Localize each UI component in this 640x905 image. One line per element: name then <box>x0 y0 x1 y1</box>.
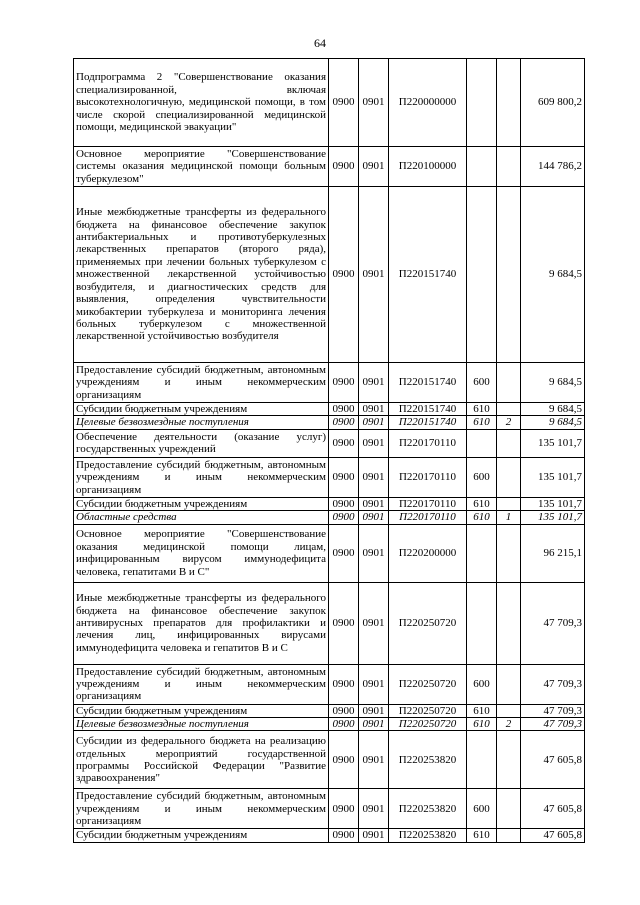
row-name: Предоставление субсидий бюджетным, автономным учреждениям и иным некоммерческим организациям <box>74 664 329 704</box>
row-name: Субсидии бюджетным учреждениям <box>74 497 329 510</box>
row-expense-type-code: 610 <box>467 403 497 416</box>
row-expense-type-code: 600 <box>467 789 497 829</box>
row-name: Предоставление субсидий бюджетным, автономным учреждениям и иным некоммерческим организациям <box>74 789 329 829</box>
row-funding-source-code: 2 <box>497 416 521 429</box>
table-row <box>74 457 585 497</box>
row-section-code: 0900 <box>329 403 359 416</box>
row-funding-source-code <box>497 147 521 187</box>
row-amount: 47 709,3 <box>521 704 585 717</box>
row-expense-type-code: 610 <box>467 829 497 842</box>
table-row <box>74 363 585 403</box>
table-row <box>74 59 585 147</box>
table-row <box>74 731 585 789</box>
row-name: Обеспечение деятельности (оказание услуг) государственных учреждений <box>74 429 329 457</box>
row-amount: 9 684,5 <box>521 416 585 429</box>
table-row <box>74 704 585 717</box>
row-funding-source-code: 1 <box>497 511 521 524</box>
row-subsection-code: 0901 <box>359 789 389 829</box>
row-subsection-code: 0901 <box>359 718 389 731</box>
row-amount: 47 605,8 <box>521 731 585 789</box>
row-amount: 96 215,1 <box>521 524 585 582</box>
row-expense-type-code: 610 <box>467 497 497 510</box>
row-amount: 47 709,3 <box>521 582 585 664</box>
row-expense-type-code: 600 <box>467 363 497 403</box>
row-subsection-code: 0901 <box>359 147 389 187</box>
row-funding-source-code <box>497 704 521 717</box>
row-section-code: 0900 <box>329 718 359 731</box>
row-section-code: 0900 <box>329 363 359 403</box>
row-section-code: 0900 <box>329 731 359 789</box>
row-section-code: 0900 <box>329 59 359 147</box>
row-expense-type-code: 610 <box>467 718 497 731</box>
row-funding-source-code <box>497 403 521 416</box>
row-expense-type-code: 610 <box>467 416 497 429</box>
table-row <box>74 403 585 416</box>
row-name: Предоставление субсидий бюджетным, автономным учреждениям и иным некоммерческим организациям <box>74 363 329 403</box>
row-target-article-code: П220250720 <box>389 664 467 704</box>
row-amount: 135 101,7 <box>521 511 585 524</box>
row-subsection-code: 0901 <box>359 704 389 717</box>
row-target-article-code: П220250720 <box>389 704 467 717</box>
row-target-article-code: П220253820 <box>389 829 467 842</box>
row-funding-source-code <box>497 497 521 510</box>
row-amount: 9 684,5 <box>521 403 585 416</box>
row-section-code: 0900 <box>329 664 359 704</box>
table-row <box>74 511 585 524</box>
table-row <box>74 718 585 731</box>
row-section-code: 0900 <box>329 187 359 363</box>
table-row <box>74 416 585 429</box>
row-target-article-code: П220151740 <box>389 187 467 363</box>
row-name: Областные средства <box>74 511 329 524</box>
row-target-article-code: П220151740 <box>389 403 467 416</box>
row-subsection-code: 0901 <box>359 59 389 147</box>
row-name: Предоставление субсидий бюджетным, автономным учреждениям и иным некоммерческим организациям <box>74 457 329 497</box>
row-name: Целевые безвозмездные поступления <box>74 416 329 429</box>
row-amount: 609 800,2 <box>521 59 585 147</box>
row-target-article-code: П220151740 <box>389 416 467 429</box>
row-name: Субсидии бюджетным учреждениям <box>74 403 329 416</box>
row-amount: 135 101,7 <box>521 497 585 510</box>
row-subsection-code: 0901 <box>359 524 389 582</box>
row-amount: 9 684,5 <box>521 363 585 403</box>
row-subsection-code: 0901 <box>359 511 389 524</box>
row-section-code: 0900 <box>329 429 359 457</box>
row-expense-type-code <box>467 147 497 187</box>
row-target-article-code: П220250720 <box>389 718 467 731</box>
budget-table <box>73 58 585 843</box>
row-target-article-code: П220100000 <box>389 147 467 187</box>
table-row <box>74 524 585 582</box>
row-funding-source-code <box>497 731 521 789</box>
row-subsection-code: 0901 <box>359 829 389 842</box>
row-target-article-code: П220151740 <box>389 363 467 403</box>
row-expense-type-code: 600 <box>467 457 497 497</box>
row-subsection-code: 0901 <box>359 187 389 363</box>
row-expense-type-code <box>467 731 497 789</box>
row-subsection-code: 0901 <box>359 497 389 510</box>
row-funding-source-code <box>497 363 521 403</box>
row-amount: 47 605,8 <box>521 789 585 829</box>
row-section-code: 0900 <box>329 497 359 510</box>
row-name: Основное мероприятие "Совершенствование системы оказания медицинской помощи больным туберкулезом" <box>74 147 329 187</box>
row-name: Субсидии бюджетным учреждениям <box>74 829 329 842</box>
row-funding-source-code <box>497 457 521 497</box>
row-amount: 135 101,7 <box>521 429 585 457</box>
row-amount: 9 684,5 <box>521 187 585 363</box>
row-section-code: 0900 <box>329 416 359 429</box>
row-section-code: 0900 <box>329 704 359 717</box>
row-section-code: 0900 <box>329 829 359 842</box>
row-name: Основное мероприятие "Совершенствование оказания медицинской помощи лицам, инфицированным вирусом иммунодефицита человека, гепатитами В и С" <box>74 524 329 582</box>
row-target-article-code: П220200000 <box>389 524 467 582</box>
row-name: Иные межбюджетные трансферты из федерального бюджета на финансовое обеспечение закупок антибактериальных и противотуберкулезных лекарственных препаратов (второго ряда), применяемых при лечении больных туберкулезом с множественной лекарственной устойчивостью возбудителя, и диагностических средств для выявления, определения чувствительности микобактерии туберкулеза и мониторинга лечения больных туберкулезом с множественной лекарственной устойчивостью возбудителя <box>74 187 329 363</box>
row-section-code: 0900 <box>329 511 359 524</box>
row-expense-type-code: 600 <box>467 664 497 704</box>
row-name: Субсидии бюджетным учреждениям <box>74 704 329 717</box>
row-expense-type-code <box>467 187 497 363</box>
table-row <box>74 147 585 187</box>
row-amount: 135 101,7 <box>521 457 585 497</box>
row-funding-source-code <box>497 664 521 704</box>
row-section-code: 0900 <box>329 789 359 829</box>
row-target-article-code: П220253820 <box>389 731 467 789</box>
row-name: Целевые безвозмездные поступления <box>74 718 329 731</box>
row-expense-type-code <box>467 524 497 582</box>
row-section-code: 0900 <box>329 457 359 497</box>
row-name: Подпрограмма 2 "Совершенствование оказания специализированной, включая высокотехнологичную, медицинской помощи, в том числе скорой специализированной медицинской помощи, медицинской эвакуации" <box>74 59 329 147</box>
row-subsection-code: 0901 <box>359 363 389 403</box>
row-section-code: 0900 <box>329 524 359 582</box>
row-target-article-code: П220170110 <box>389 429 467 457</box>
row-subsection-code: 0901 <box>359 731 389 789</box>
row-name: Субсидии из федерального бюджета на реализацию отдельных мероприятий государственной программы Российской Федерации "Развитие здравоохранения" <box>74 731 329 789</box>
table-row <box>74 664 585 704</box>
row-subsection-code: 0901 <box>359 416 389 429</box>
row-funding-source-code <box>497 789 521 829</box>
row-funding-source-code: 2 <box>497 718 521 731</box>
row-funding-source-code <box>497 429 521 457</box>
table-row <box>74 582 585 664</box>
row-name: Иные межбюджетные трансферты из федерального бюджета на финансовое обеспечение закупок антивирусных препаратов для профилактики и лечения лиц, инфицированных вирусами иммунодефицита человека и гепатитов В и С <box>74 582 329 664</box>
row-funding-source-code <box>497 829 521 842</box>
row-expense-type-code <box>467 582 497 664</box>
table-row <box>74 829 585 842</box>
table-row <box>74 789 585 829</box>
row-amount: 47 605,8 <box>521 829 585 842</box>
row-amount: 47 709,3 <box>521 718 585 731</box>
row-target-article-code: П220250720 <box>389 582 467 664</box>
row-amount: 47 709,3 <box>521 664 585 704</box>
row-target-article-code: П220253820 <box>389 789 467 829</box>
row-amount: 144 786,2 <box>521 147 585 187</box>
table-row <box>74 429 585 457</box>
row-subsection-code: 0901 <box>359 429 389 457</box>
row-target-article-code: П220170110 <box>389 457 467 497</box>
row-expense-type-code: 610 <box>467 511 497 524</box>
row-subsection-code: 0901 <box>359 664 389 704</box>
row-funding-source-code <box>497 582 521 664</box>
row-funding-source-code <box>497 187 521 363</box>
table-row <box>74 187 585 363</box>
row-funding-source-code <box>497 524 521 582</box>
row-subsection-code: 0901 <box>359 582 389 664</box>
row-subsection-code: 0901 <box>359 403 389 416</box>
row-section-code: 0900 <box>329 582 359 664</box>
row-target-article-code: П220170110 <box>389 497 467 510</box>
row-expense-type-code <box>467 429 497 457</box>
row-funding-source-code <box>497 59 521 147</box>
budget-table-body <box>74 59 585 843</box>
row-subsection-code: 0901 <box>359 457 389 497</box>
row-expense-type-code: 610 <box>467 704 497 717</box>
table-row <box>74 497 585 510</box>
row-target-article-code: П220170110 <box>389 511 467 524</box>
row-target-article-code: П220000000 <box>389 59 467 147</box>
row-expense-type-code <box>467 59 497 147</box>
page-number: 64 <box>314 36 326 50</box>
row-section-code: 0900 <box>329 147 359 187</box>
